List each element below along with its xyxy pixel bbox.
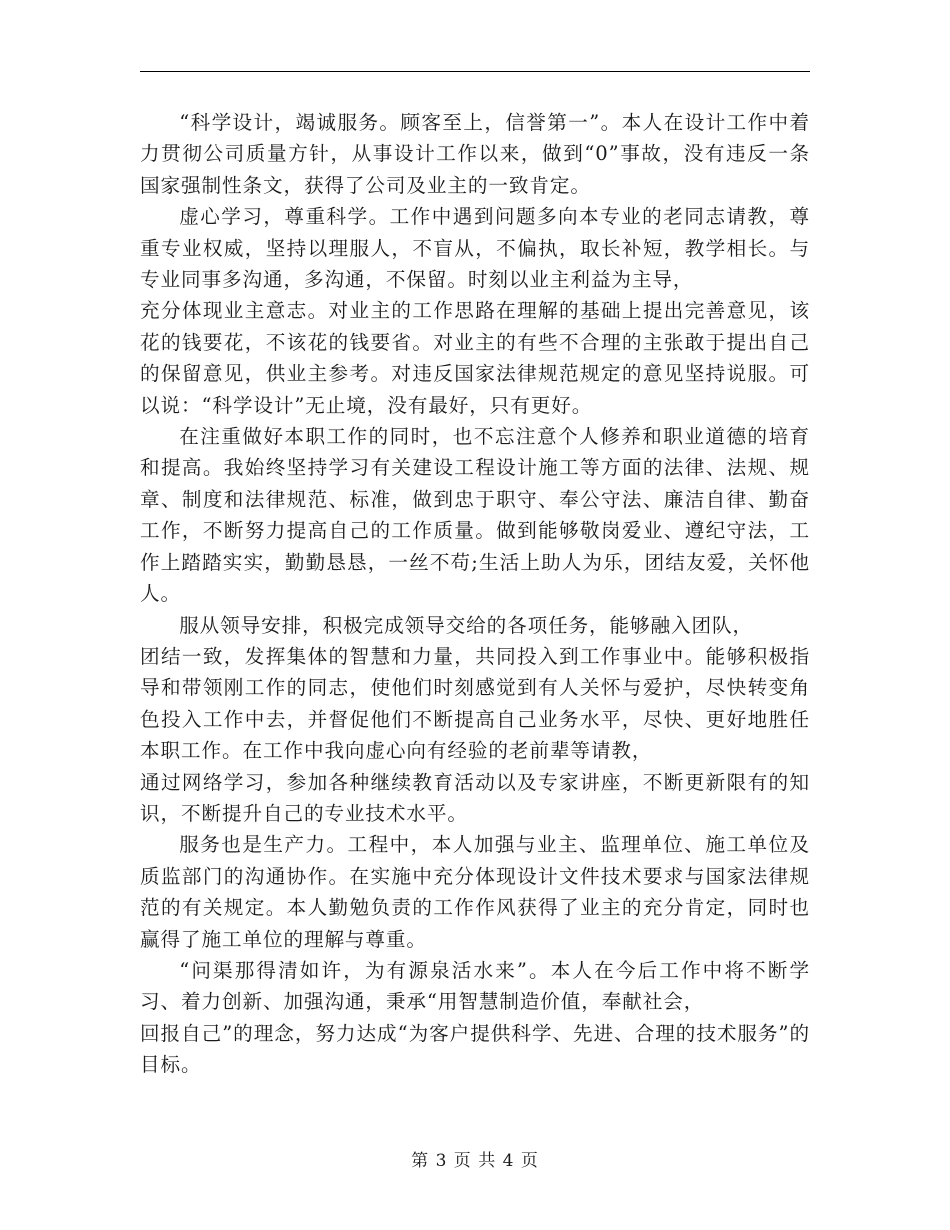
header-rule bbox=[140, 71, 810, 72]
paragraph: 虚心学习，尊重科学。工作中遇到问题多向本专业的老同志请教，尊重专业权威，坚持以理服人，不盲从，不偏执，取长补短，教学相长。与专业同事多沟通，多沟通，不保留。时刻以业主利益为主导， 充分体现业主意志。对业主的工作思路在理解的基础上提出完善意见，该花的钱要花，不该花的钱要省。对业主的有些不合理的主张敢于提出自己的保留意见，供业主参考。对违反国家法律规范规定的意见坚持说服。可以说：“科学设计”无止境，没有最好，只有更好。 bbox=[140, 205, 810, 417]
paragraph: 服务也是生产力。工程中，本人加强与业主、监理单位、施工单位及质监部门的沟通协作。在实施中充分体现设计文件技术要求与国家法律规范的有关规定。本人勤勉负责的工作作风获得了业主的充分肯定，同时也赢得了施工单位的理解与尊重。 bbox=[140, 833, 810, 951]
paragraph: “问渠那得清如许，为有源泉活水来”。本人在今后工作中将不断学习、着力创新、加强沟通，秉承“用智慧制造价值，奉献社会， 回报自己”的理念，努力达成“为客户提供科学、先进、合理的技术服务”的目标。 bbox=[140, 958, 810, 1077]
page-number-footer: 第 3 页 共 4 页 bbox=[411, 1151, 539, 1171]
paragraph: 服从领导安排，积极完成领导交给的各项任务，能够融入团队， 团结一致，发挥集体的智慧和力量，共同投入到工作事业中。能够积极指导和带领刚工作的同志，使他们时刻感觉到有人关怀与爱护，尽快转变角色投入工作中去，并督促他们不断提高自己业务水平，尽快、更好地胜任本职工作。在工作中我向虚心向有经验的老前辈等请教， 通过网络学习，参加各种继续教育活动以及专家讲座，不断更新限有的知识，不断提升自己的专业技术水平。 bbox=[140, 613, 810, 825]
document-body bbox=[140, 107, 810, 1081]
paragraph: “科学设计，竭诚服务。顾客至上，信誉第一”。本人在设计工作中着力贯彻公司质量方针，从事设计工作以来，做到“0”事故，没有违反一条国家强制性条文，获得了公司及业主的一致肯定。 bbox=[140, 111, 810, 197]
paragraph: 在注重做好本职工作的同时，也不忘注意个人修养和职业道德的培育和提高。我始终坚持学习有关建设工程设计施工等方面的法律、法规、规章、制度和法律规范、标准，做到忠于职守、奉公守法、廉洁自律、勤奋工作，不断努力提高自己的工作质量。做到能够敬岗爱业、遵纪守法，工作上踏踏实实，勤勤恳恳，一丝不苟;生活上助人为乐，团结友爱，关怀他人。 bbox=[140, 425, 810, 606]
